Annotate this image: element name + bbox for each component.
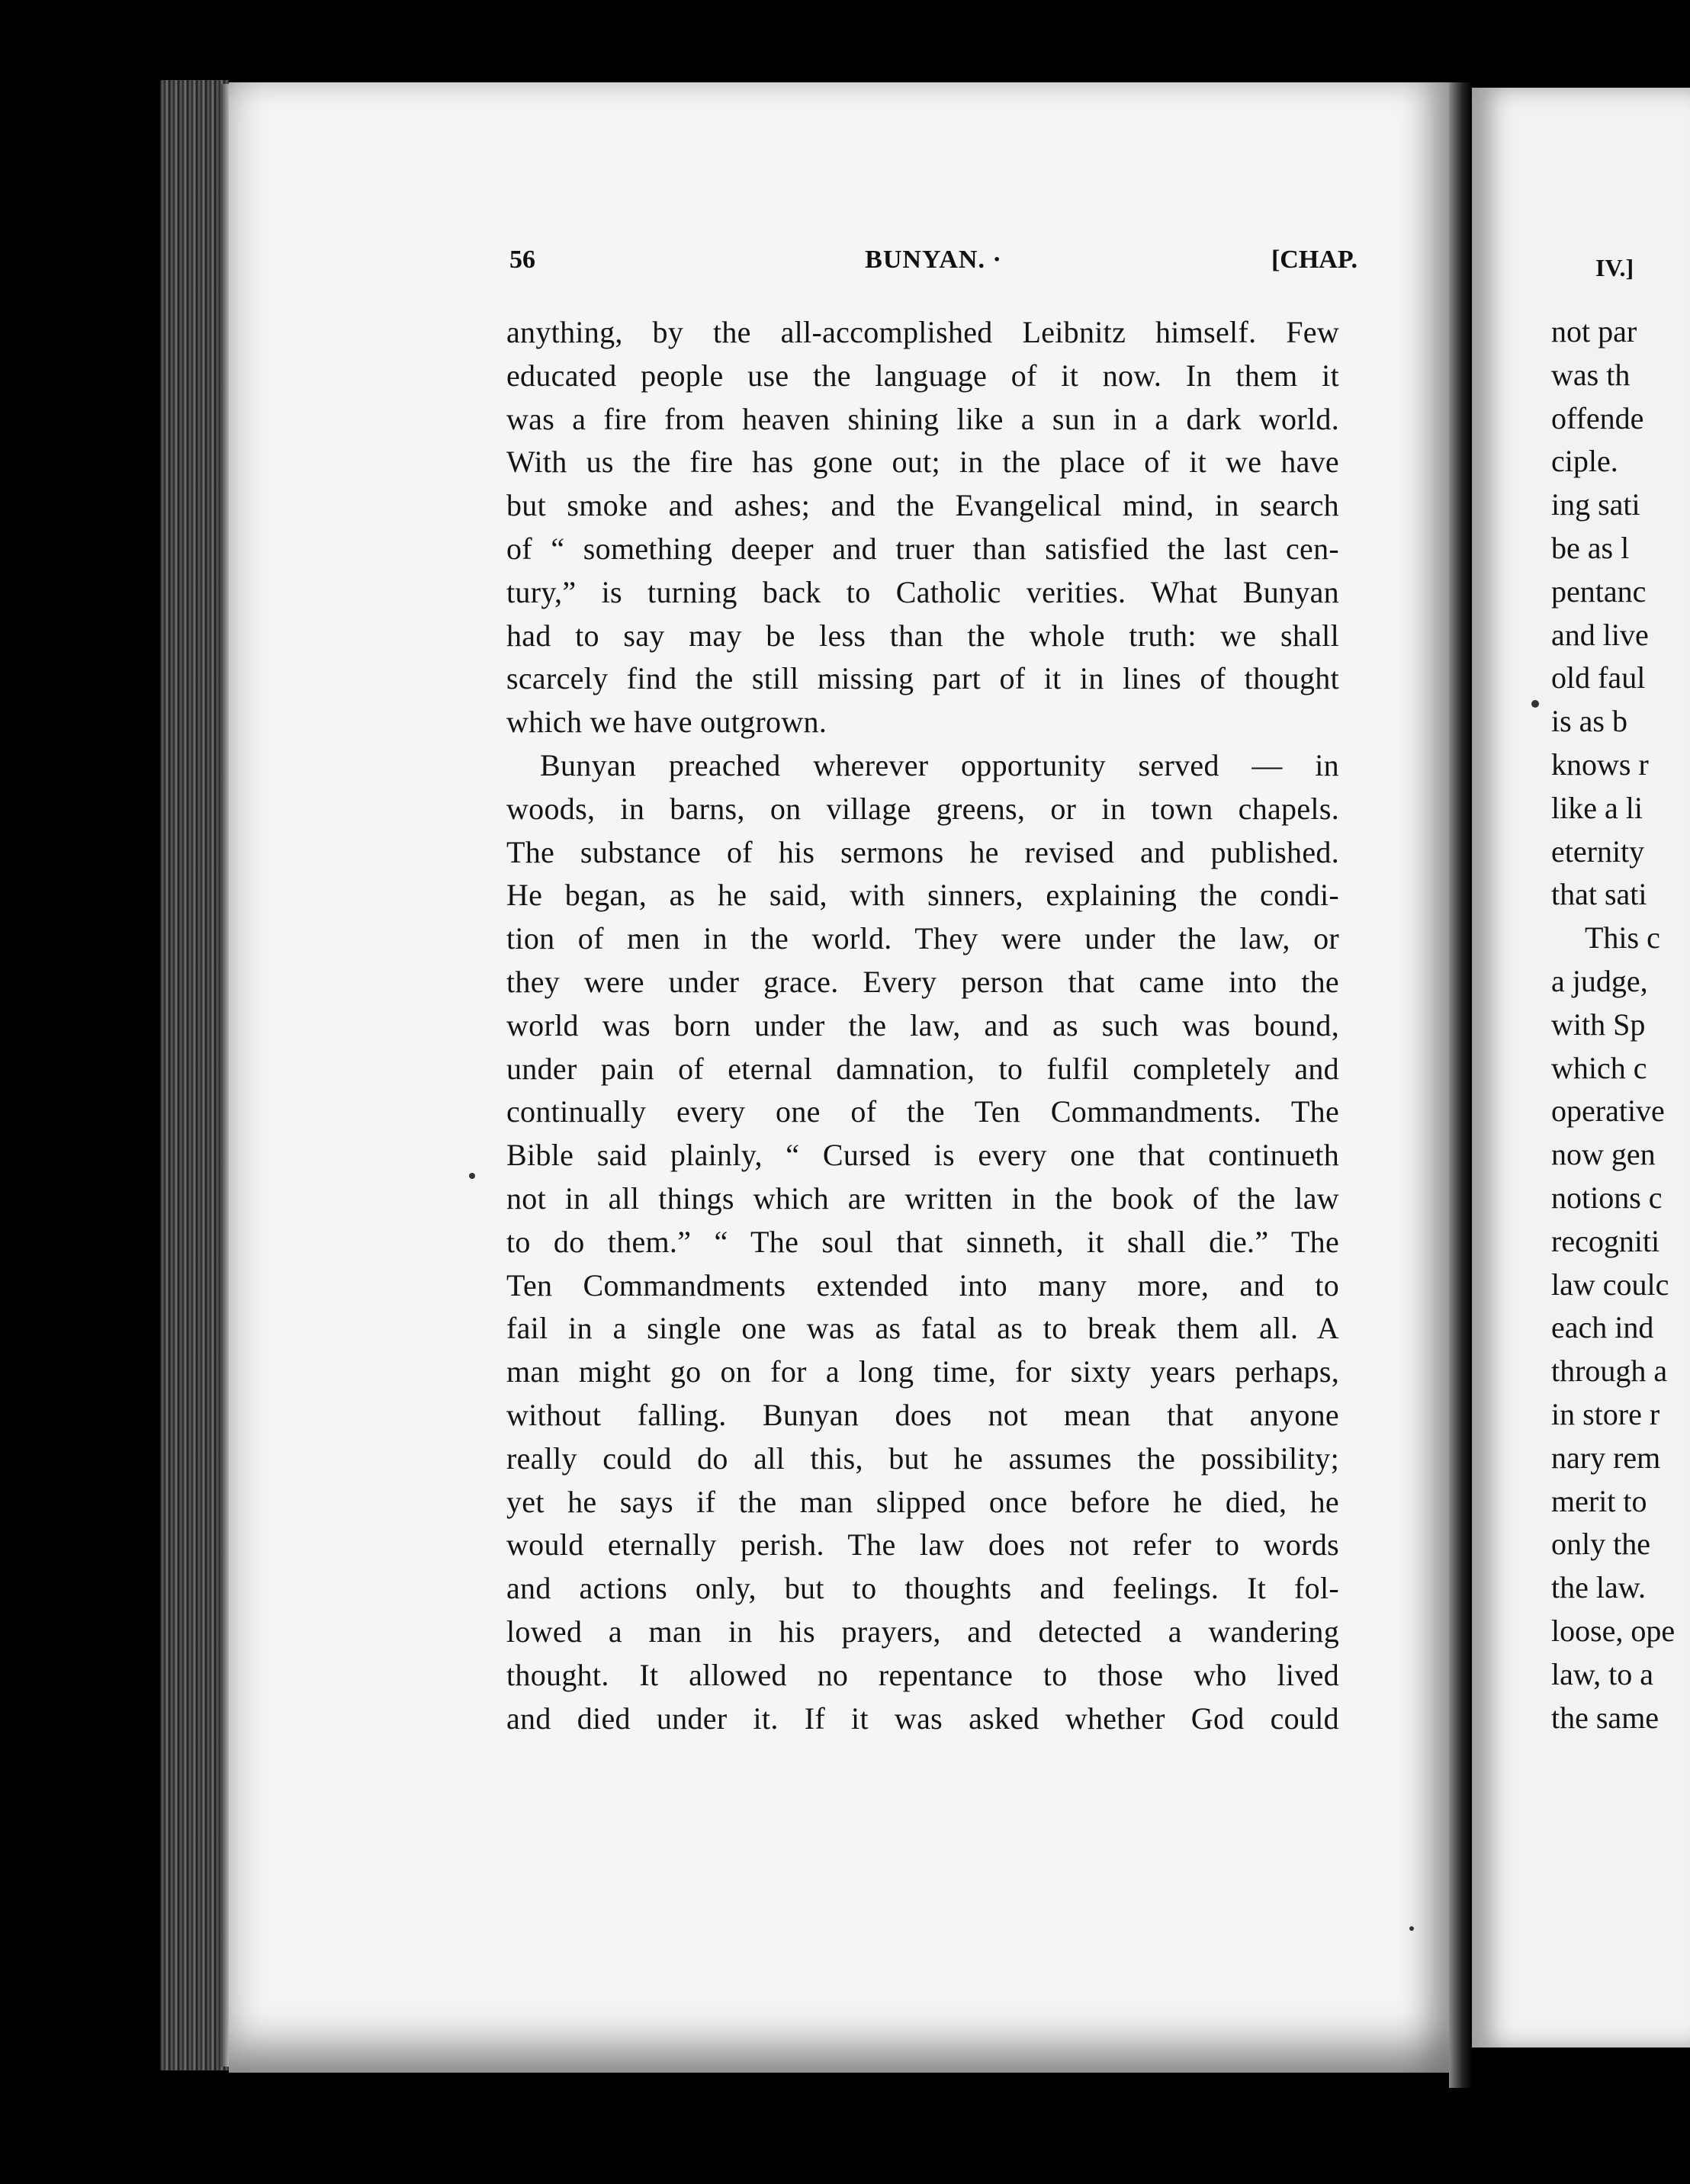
text-line: had to say may be less than the whole truth: we shall <box>506 618 1339 653</box>
text-line: offende <box>1551 400 1644 435</box>
text-line: would eternally perish. The law does not refer to words <box>506 1527 1339 1563</box>
page-speck <box>469 1173 475 1179</box>
text-line: pentanc <box>1551 573 1647 609</box>
text-line: which c <box>1551 1050 1647 1085</box>
text-line: be as l <box>1551 530 1630 565</box>
page-number: 56 <box>509 246 535 274</box>
text-line: a judge, <box>1551 963 1648 998</box>
text-line: operative <box>1551 1094 1665 1129</box>
text-line: ciple. <box>1551 444 1618 479</box>
text-line: was th <box>1551 357 1631 392</box>
body-text <box>506 311 1339 1740</box>
text-line: the law. <box>1551 1570 1647 1605</box>
text-line: was a fire from heaven shining like a sun in a dark world. <box>506 401 1339 436</box>
text-line: merit to <box>1551 1483 1647 1518</box>
text-line: only the <box>1551 1527 1650 1562</box>
text-line: but smoke and ashes; and the Evangelical mind, in search <box>506 488 1339 523</box>
text-line: world was born under the law, and as such was bound, <box>506 1007 1339 1042</box>
book-binding-edge <box>160 80 229 2070</box>
text-line: continually every one of the Ten Commandments. The <box>506 1094 1339 1129</box>
text-line: tion of men in the world. They were under the law, or <box>506 921 1339 956</box>
text-line: fail in a single one was as fatal as to break them all. A <box>506 1311 1339 1346</box>
text-line: that sati <box>1551 877 1647 912</box>
text-line: thought. It allowed no repentance to those who lived <box>506 1657 1339 1692</box>
text-line: through a <box>1551 1354 1668 1389</box>
page-speck <box>1531 700 1539 708</box>
text-line: is as b <box>1551 704 1627 739</box>
text-line: law, to a <box>1551 1656 1654 1691</box>
text-line: now gen <box>1551 1137 1656 1172</box>
text-line: they were under grace. Every person that came into the <box>506 964 1339 999</box>
text-line: of “ something deeper and truer than satisfied the last cen- <box>506 531 1339 566</box>
text-line: and actions only, but to thoughts and feelings. It fol- <box>506 1571 1339 1606</box>
text-line: each ind <box>1551 1310 1654 1345</box>
page-speck <box>1409 1926 1414 1931</box>
text-line: with Sp <box>1551 1007 1646 1042</box>
text-line: notions c <box>1551 1180 1663 1215</box>
text-line: not in all things which are written in the book of the law <box>506 1180 1339 1216</box>
text-line: man might go on for a long time, for sixty years perhaps, <box>506 1354 1339 1389</box>
text-line: Bunyan preached wherever opportunity served — in <box>540 747 1339 782</box>
page-gutter <box>1449 82 1472 2088</box>
text-line: scarcely find the still missing part of it in lines of thought <box>506 661 1339 696</box>
text-line: under pain of eternal damnation, to fulfil completely and <box>506 1051 1339 1086</box>
text-line: anything, by the all-accomplished Leibnitz himself. Few <box>506 315 1339 349</box>
text-line: The substance of his sermons he revised and published. <box>506 834 1339 869</box>
text-line: nary rem <box>1551 1440 1661 1475</box>
text-line: which we have outgrown. <box>506 705 827 740</box>
text-line: educated people use the language of it now. In them it <box>506 358 1339 393</box>
text-line: really could do all this, but he assumes the possibility; <box>506 1440 1339 1476</box>
text-line: not par <box>1551 314 1637 348</box>
right-running-head-chapter: IV.] <box>1595 254 1634 281</box>
running-head <box>509 246 1357 284</box>
text-line: without falling. Bunyan does not mean that anyone <box>506 1397 1339 1432</box>
text-line: like a li <box>1551 790 1643 825</box>
text-line: Bible said plainly, “ Cursed is every one that continueth <box>506 1138 1339 1173</box>
text-line: knows r <box>1551 747 1649 782</box>
text-line: Ten Commandments extended into many more, and to <box>506 1267 1339 1302</box>
right-page <box>1472 88 1690 2048</box>
text-line: and live <box>1551 617 1649 652</box>
text-line: With us the fire has gone out; in the place of it we have <box>506 445 1339 480</box>
text-line: old faul <box>1551 660 1646 695</box>
text-line: yet he says if the man slipped once before he died, he <box>506 1484 1339 1519</box>
chapter-marker: [CHAP. <box>1271 246 1357 274</box>
running-title: BUNYAN. · <box>865 246 1002 274</box>
text-line: lowed a man in his prayers, and detected a wandering <box>506 1614 1339 1649</box>
text-line: and died under it. If it was asked whether God could <box>506 1701 1339 1736</box>
text-line: tury,” is turning back to Catholic verities. What Bunyan <box>506 574 1339 609</box>
text-line: eternity <box>1551 833 1645 869</box>
text-line: in store r <box>1551 1396 1660 1431</box>
text-line: law coulc <box>1551 1267 1669 1302</box>
text-line: recogniti <box>1551 1223 1660 1258</box>
text-line: to do them.” “ The soul that sinneth, it shall die.” The <box>506 1224 1339 1259</box>
text-line: He began, as he said, with sinners, explaining the condi- <box>506 878 1339 913</box>
right-page-text <box>1551 310 1690 1739</box>
text-line: loose, ope <box>1551 1613 1676 1648</box>
text-line: woods, in barns, on village greens, or in town chapels. <box>506 791 1339 826</box>
text-line: the same <box>1551 1700 1659 1735</box>
text-line: This c <box>1585 920 1660 956</box>
text-line: ing sati <box>1551 487 1640 522</box>
